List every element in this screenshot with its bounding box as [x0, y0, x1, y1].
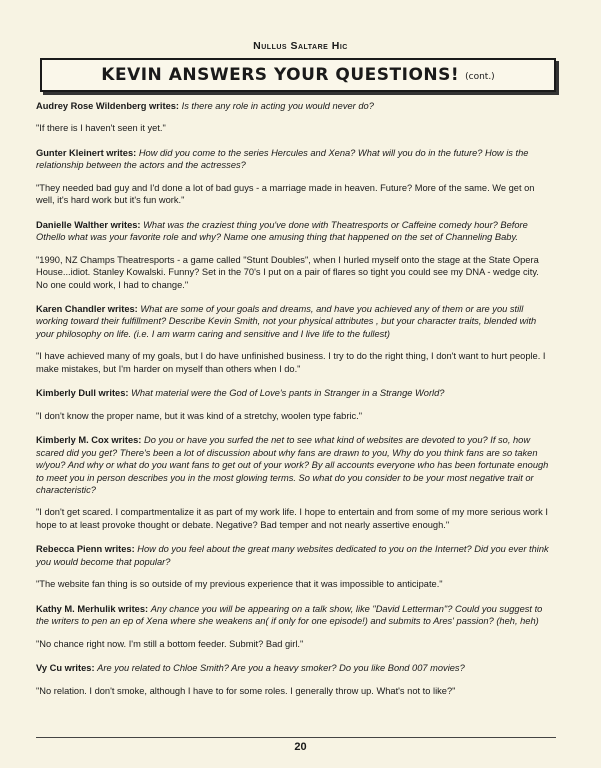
- asker-name: Gunter Kleinert writes:: [36, 147, 137, 158]
- qa-item: [36, 434, 552, 531]
- asker-name: Vy Cu writes:: [36, 663, 95, 674]
- question-text: How do you feel about the great many websites dedicated to you on the Internet? Did you ever think you would become that popular?: [36, 544, 549, 567]
- answer: "No chance right now. I'm still a bottom feeder. Submit? Bad girl.": [36, 638, 304, 649]
- asker-name: Kathy M. Merhulik writes:: [36, 603, 149, 614]
- asker-name: Karen Chandler writes:: [36, 303, 138, 314]
- question: [36, 387, 552, 399]
- page-number: 20: [294, 741, 307, 753]
- asker-name: Audrey Rose Wildenberg writes:: [36, 101, 180, 111]
- question: [36, 662, 552, 674]
- footer-rule: [36, 737, 556, 738]
- question: [36, 147, 552, 172]
- question-text: Are you related to Chloe Smith? Are you a heavy smoker? Do you like Bond 007 movies?: [97, 663, 465, 674]
- answer: "They needed bad guy and I'd done a lot of bad guys - a marriage made in heaven. Future? More of the same. We get on well, it's hard work but it's fun work.": [36, 182, 535, 206]
- answer: "I don't know the proper name, but it was kind of a stretchy, woolen type fabric.": [36, 410, 363, 421]
- question: [36, 603, 552, 628]
- question-text: How did you come to the series Hercules and Xena? What will you do in the future? How is the relationship between the actors and the actresses?: [36, 147, 529, 171]
- question-text: What are some of your goals and dreams, and have you achieved any of them or are you still working toward their fulfillment? Describe Kevin Smith, not your physical attributes , but your character traits, blended with your philosophy on life. (i.e. I am warm caring and sensitive and I live life to the fullest): [36, 303, 537, 339]
- qa-content: [36, 100, 552, 709]
- qa-item: [36, 603, 552, 650]
- question: [36, 543, 552, 568]
- answer: "If there is I haven't seen it yet.": [36, 123, 166, 134]
- question: [36, 434, 552, 496]
- title-continued: (cont.): [465, 72, 495, 82]
- qa-item: [36, 147, 552, 207]
- running-header: Nullus Saltare Hic: [253, 40, 348, 52]
- question-text: Do you or have you surfed the net to see what kind of websites are devoted to you? If so, how scared did you get? There's been a lot of discussion about why fans are drawn to you, Why do you think fans are so taken w/you? And why or what do you want fans to get out of your work? By all accounts everyone who has been fortunate enough to meet you in person describes you in the most glowing terms. So what do you consider to be your most negative trait or characteristic?: [36, 435, 549, 495]
- answer: "The website fan thing is so outside of my previous experience that it was impossible to anticipate.": [36, 579, 443, 590]
- qa-item: [36, 662, 552, 697]
- asker-name: Rebecca Pienn writes:: [36, 544, 135, 555]
- answer: "I don't get scared. I compartmentalize it as part of my work life. I hope to entertain and from some of my more serious work I hope to at least provoke thought or debate. Negative? Bad temper and not nearly assertive enough.": [36, 507, 548, 530]
- asker-name: Kimberly Dull writes:: [36, 388, 129, 399]
- qa-item: [36, 543, 552, 590]
- question-text: Is there any role in acting you would never do?: [181, 101, 374, 111]
- question-text: Any chance you will be appearing on a talk show, like "David Letterman"? Could you suggest to the writers to pen an ep of Xena where she weakens an( if only for one episode!) and submits to Ares' passion? (heh, heh): [36, 603, 543, 627]
- title-box: [40, 58, 556, 92]
- page-title: KEVIN ANSWERS YOUR QUESTIONS!: [101, 65, 460, 85]
- question-text: What material were the God of Love's pants in Stranger in a Strange World?: [131, 388, 445, 399]
- question: [36, 219, 552, 244]
- answer: "No relation. I don't smoke, although I have to for some roles. I generally throw up. What's not to like?": [36, 685, 456, 696]
- answer: "I have achieved many of my goals, but I do have unfinished business. I try to do the right thing, I don't want to hurt people. I make mistakes, but I'm harder on myself than others when I do.": [36, 351, 546, 374]
- question: [36, 100, 552, 112]
- question: [36, 303, 552, 340]
- asker-name: Danielle Walther writes:: [36, 219, 141, 230]
- asker-name: Kimberly M. Cox writes:: [36, 435, 142, 446]
- answer: "1990, NZ Champs Theatresports - a game called "Stunt Doubles", when I hurled myself onto the stage at the State Opera House...idiot. Stanley Kowalski. Funny? Set in the 70's I put on a pair of flares so tight you could see my DNA - wedge city. No one could work, I had to change.": [36, 254, 539, 290]
- qa-item: [36, 100, 552, 135]
- qa-item: [36, 303, 552, 375]
- question-text: What was the craziest thing you've done with Theatresports or Caffeine comedy hour? Before Othello what was your favorite role and why? Name one amusing thing that happened on the set of Channeling Baby.: [36, 219, 528, 243]
- qa-item: [36, 387, 552, 422]
- qa-item: [36, 219, 552, 291]
